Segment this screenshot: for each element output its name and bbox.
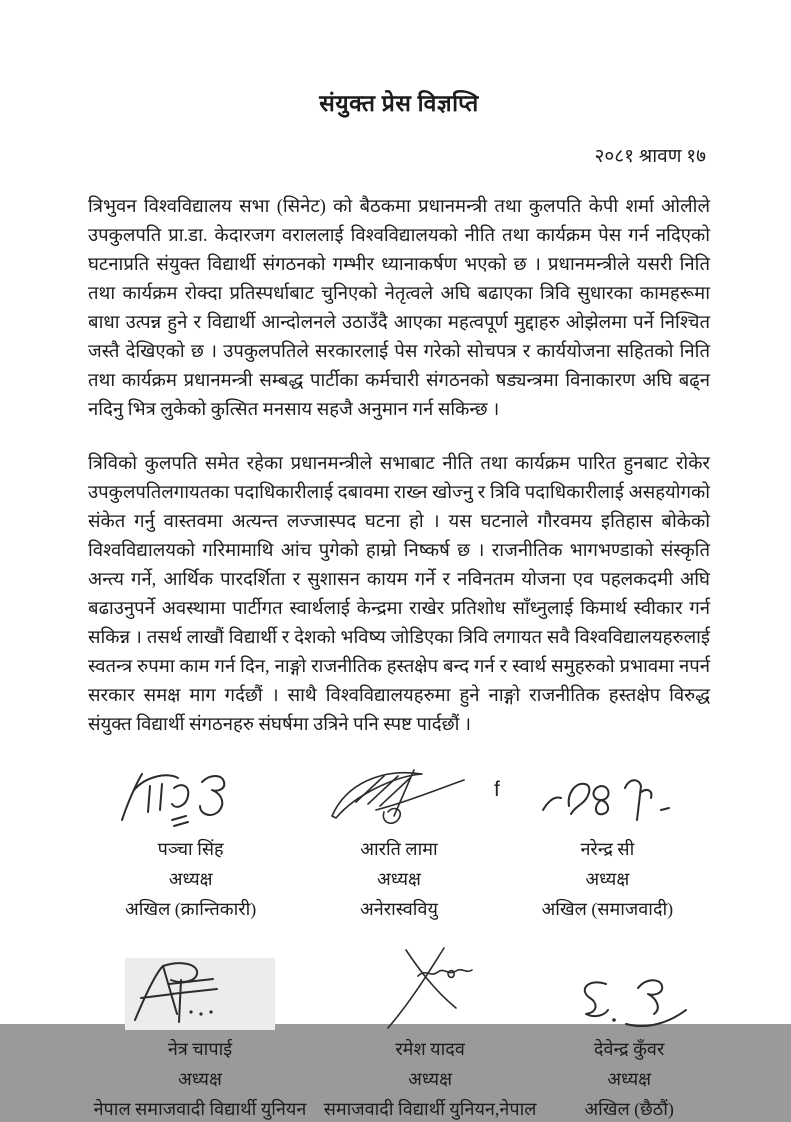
signature-narendra-si-icon: [537, 772, 677, 830]
signatory-aarati-lama: [293, 766, 504, 922]
signatory-name: नरेन्द्र सी: [580, 839, 635, 859]
signatory-role: अध्यक्ष: [607, 1069, 652, 1089]
signatory-organization: समाजवादी विद्यार्थी युनियन,नेपाल: [323, 1099, 537, 1119]
signatory-devendra-kunwar: [548, 952, 710, 1122]
signatory-netra-chapai: [88, 952, 312, 1122]
signatory-name: नेत्र चापाई: [167, 1039, 233, 1059]
signature-aarati-lama-icon: [326, 764, 471, 830]
signatory-narendra-si: [505, 766, 710, 922]
signature-netra-chapai-icon: [125, 958, 275, 1030]
signatory-name: आरति लामा: [360, 839, 438, 859]
signatory-name: रमेश यादव: [395, 1039, 465, 1059]
signature-devendra-kunwar-icon: [564, 972, 694, 1030]
paragraph-2: त्रिविको कुलपति समेत रहेका प्रधानमन्त्रीले सभाबाट नीति तथा कार्यक्रम पारित हुनबाट रोकेर उपकुलपतिलगायतका पदाधिकारीलाई दबावमा राख्न खोज्नु र त्रिवि पदाधिकारीलाई असहयोगको संकेत गर्नु वास्तवमा अत्यन्त लज्जास्पद घटना हो । यस घटनाले गौरवमय इतिहास बोकेको विश्वविद्यालयको गरिमामाथि आंच पुगेको हाम्रो निष्कर्ष छ । राजनीतिक भागभण्डाको संस्कृति अन्त्य गर्ने, आर्थिक पारदर्शिता र सुशासन कायम गर्ने र नविनतम योजना एव पहलकदमी अघि बढाउनुपर्ने अवस्थामा पार्टीगत स्वार्थलाई केन्द्रमा राखेर प्रतिशोध साँध्नुलाई किमार्थ स्वीकार गर्न सकिन्न । तसर्थ लाखौं विद्यार्थी र देशको भविष्य जोडिएका त्रिवि लगायत सवै विश्वविद्यालयहरुलाई स्वतन्त्र रुपमा काम गर्न दिन, नाङ्गो राजनीतिक हस्तक्षेप बन्द गर्न र स्वार्थ समुहरुको प्रभावमा नपर्न सरकार समक्ष माग गर्दछौं । साथै विश्वविद्यालयहरुमा हुने नाङ्गो राजनीतिक हस्तक्षेप विरुद्ध संयुक्त विद्यार्थी संगठनहरु संघर्षमा उत्रिने पनि स्पष्ट पार्दछौं ।: [88, 454, 710, 735]
paragraph-1: त्रिभुवन विश्वविद्यालय सभा (सिनेट) को बैठकमा प्रधानमन्त्री तथा कुलपति केपी शर्मा ओलीले उपकुलपति प्रा.डा. केदारजग वराललाई विश्वविद्यालयको नीति तथा कार्यक्रम पेस गर्न नदिएको घटनाप्रति संयुक्त विद्यार्थी संगठनको गम्भीर ध्यानाकर्षण भएको छ । प्रधानमन्त्रीले यसरी निति तथा कार्यक्रम रोक्दा प्रतिस्पर्धाबाट चुनिएको नेतृत्वले अघि बढाएका त्रिवि सुधारका कामहरूमा बाधा उत्पन्न हुने र विद्यार्थी आन्दोलनले उठाउँदै आएका महत्वपूर्ण मुद्दाहरु ओझेलमा पर्ने निश्चित जस्तै देखिएको छ । उपकुलपतिले सरकारलाई पेस गरेको सोचपत्र र कार्ययोजना सहितको निति तथा कार्यक्रम प्रधानमन्त्री सम्बद्ध पार्टीका कर्मचारी संगठनको षड्यन्त्रमा विनाकारण अघि बढ्न नदिनु भित्र लुकेको कुत्सित मनसाय सहजै अनुमान गर्न सकिन्छ ।: [88, 197, 710, 420]
signatory-organization: नेपाल समाजवादी विद्यार्थी युनियन: [93, 1099, 307, 1119]
signatory-role: अध्यक्ष: [377, 869, 421, 889]
signature-pancha-singh-icon: [116, 768, 266, 830]
signature-row-2: [88, 952, 710, 1122]
signature-row-1: [88, 766, 710, 922]
signatory-name: पञ्चा सिंह: [157, 839, 224, 859]
signatory-role: अध्यक्ष: [168, 869, 213, 889]
signatory-organization: अखिल (छैठौं): [584, 1099, 674, 1119]
signatory-ramesh-yadav: [312, 952, 548, 1122]
signature-ramesh-yadav-icon: [378, 942, 483, 1030]
signatory-role: अध्यक्ष: [585, 869, 630, 889]
signatory-organization: अखिल (क्रान्तिकारी): [124, 899, 257, 919]
signatory-pancha-singh: [88, 766, 293, 922]
signatory-role: अध्यक्ष: [178, 1069, 222, 1089]
signatory-role: अध्यक्ष: [408, 1069, 453, 1089]
signatory-organization: अनेरास्ववियु: [360, 899, 438, 919]
signatory-organization: अखिल (समाजवादी): [541, 899, 674, 919]
stray-scan-mark: f: [494, 778, 500, 801]
page-title: संयुक्त प्रेस विज्ञप्ति: [319, 91, 479, 116]
signatory-name: देवेन्द्र कुँवर: [593, 1039, 665, 1059]
date-line: २०८१ श्रावण १७: [594, 146, 706, 167]
